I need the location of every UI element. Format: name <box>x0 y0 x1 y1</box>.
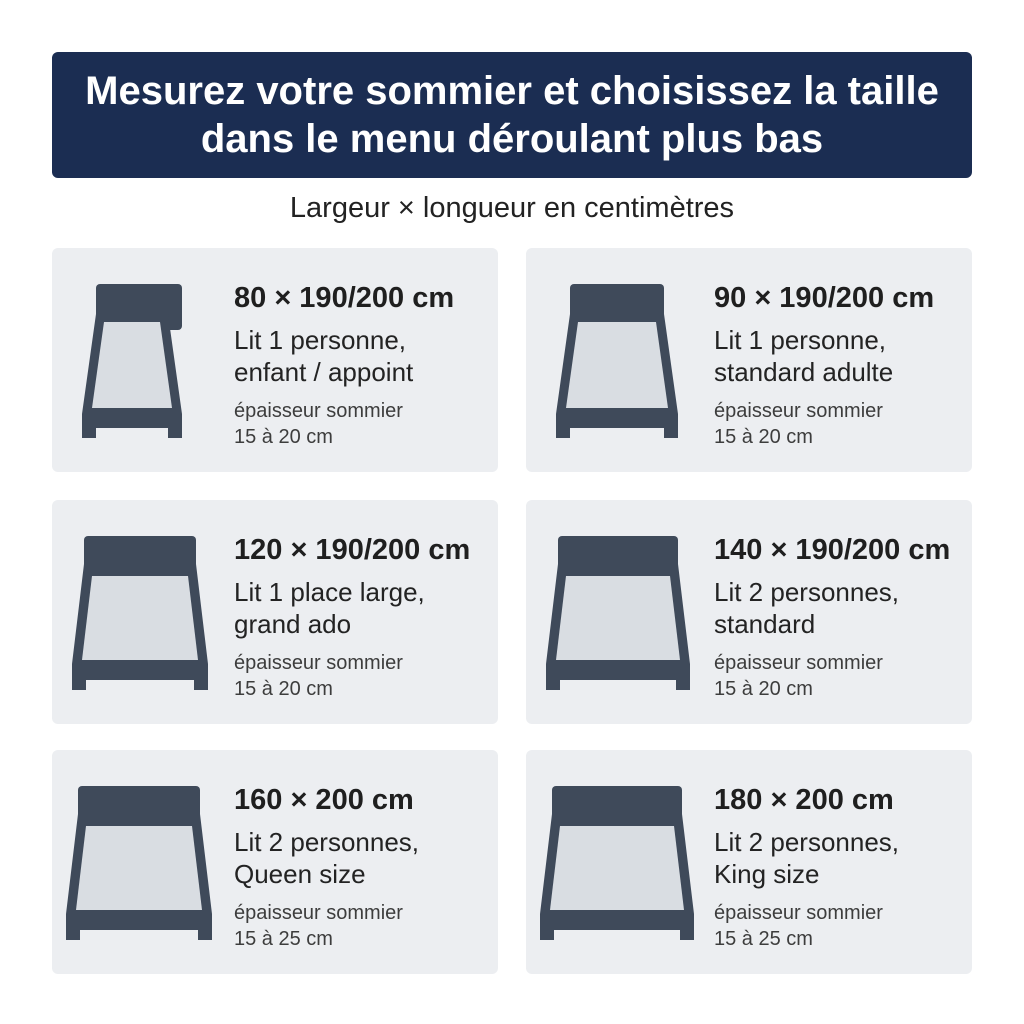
thickness-value: 15 à 20 cm <box>714 678 813 700</box>
bed-type: Lit 2 personnes, <box>714 577 900 607</box>
single-bed-icon <box>82 284 182 438</box>
bed-use: King size <box>714 859 820 889</box>
size-card-140[interactable] <box>526 500 972 724</box>
bed-icon <box>72 536 208 690</box>
subtitle: Largeur × longueur en centimètres <box>289 192 735 224</box>
thickness-label: épaisseur sommier <box>234 652 403 674</box>
size-label: 160 × 200 cm <box>234 784 414 816</box>
bed-type: Lit 1 personne, <box>234 325 407 355</box>
bed-use: Queen size <box>234 859 366 889</box>
size-card-180[interactable] <box>526 750 972 974</box>
thickness-value: 15 à 20 cm <box>714 426 813 448</box>
title-line-2: dans le menu déroulant plus bas <box>200 117 824 161</box>
title-banner <box>52 52 972 178</box>
queen-bed-icon <box>66 786 212 940</box>
bed-use: enfant / appoint <box>234 357 414 387</box>
double-bed-icon <box>546 536 690 690</box>
size-label: 90 × 190/200 cm <box>714 282 935 314</box>
thickness-value: 15 à 25 cm <box>714 928 813 950</box>
size-card-160[interactable] <box>52 750 498 974</box>
thickness-label: épaisseur sommier <box>714 902 883 924</box>
bed-type: Lit 1 personne, <box>714 325 887 355</box>
bed-use: grand ado <box>234 609 352 639</box>
bed-use: standard adulte <box>714 357 894 387</box>
thickness-label: épaisseur sommier <box>714 652 883 674</box>
bed-type: Lit 2 personnes, <box>714 827 900 857</box>
bed-use: standard <box>714 609 816 639</box>
single-bed-icon <box>556 284 678 438</box>
thickness-label: épaisseur sommier <box>234 400 403 422</box>
king-bed-icon <box>540 786 694 940</box>
size-card-80[interactable] <box>52 248 498 472</box>
bed-type: Lit 2 personnes, <box>234 827 420 857</box>
size-card-90[interactable] <box>526 248 972 472</box>
size-label: 120 × 190/200 cm <box>234 534 471 566</box>
title-line-1: Mesurez votre sommier et choisissez la taille <box>85 69 939 113</box>
thickness-label: épaisseur sommier <box>234 902 403 924</box>
thickness-value: 15 à 20 cm <box>234 678 333 700</box>
size-card-120[interactable] <box>52 500 498 724</box>
size-label: 140 × 190/200 cm <box>714 534 951 566</box>
thickness-label: épaisseur sommier <box>714 400 883 422</box>
size-label: 180 × 200 cm <box>714 784 894 816</box>
thickness-value: 15 à 20 cm <box>234 426 333 448</box>
thickness-value: 15 à 25 cm <box>234 928 333 950</box>
size-label: 80 × 190/200 cm <box>234 282 455 314</box>
bed-type: Lit 1 place large, <box>234 577 425 607</box>
